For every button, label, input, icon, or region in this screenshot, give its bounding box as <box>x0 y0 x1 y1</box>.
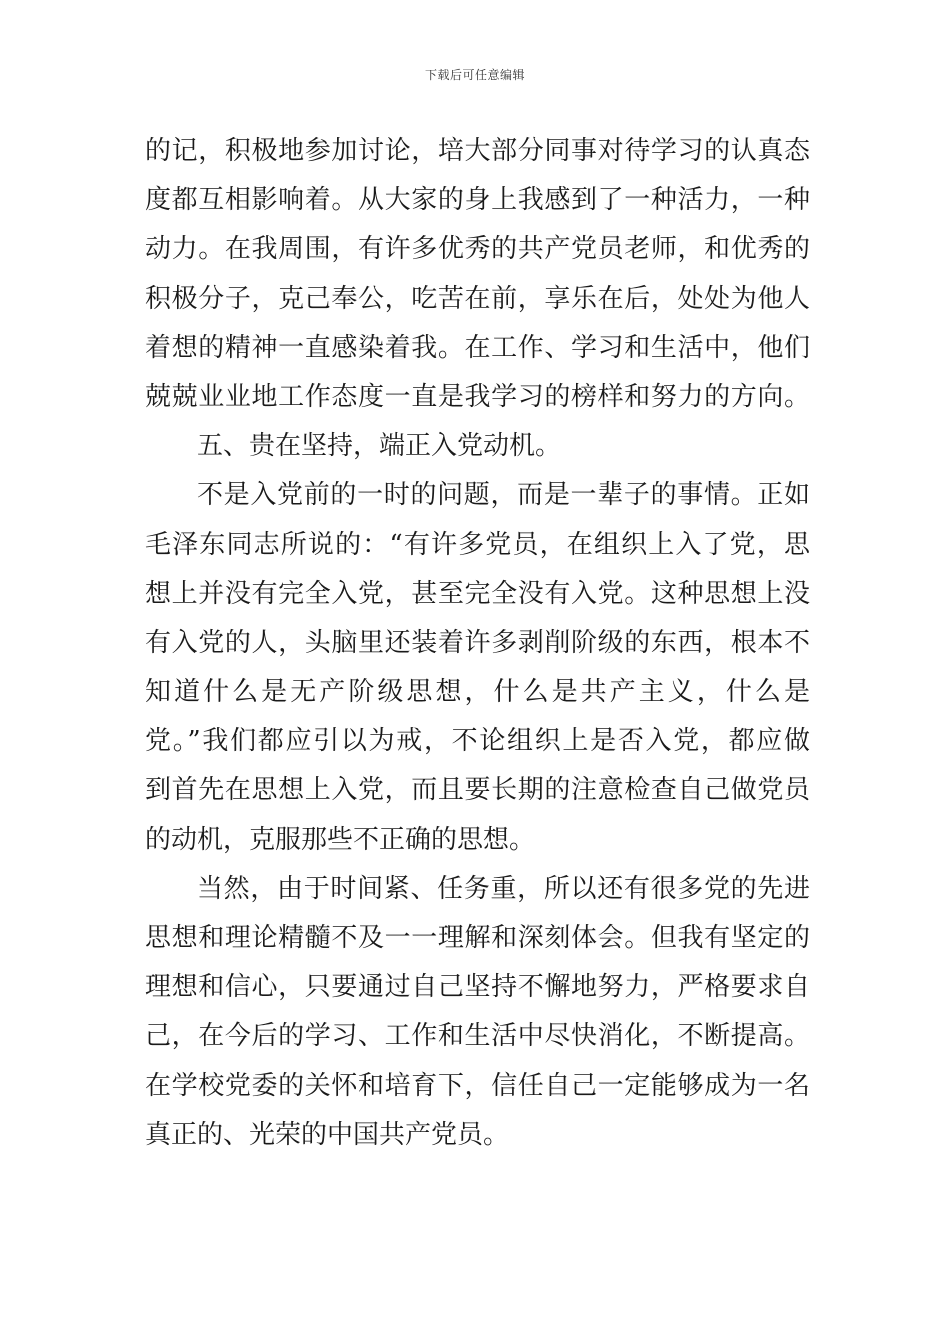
text-line: 动力。在我周围，有许多优秀的共产党员老师，和优秀的 <box>145 234 810 265</box>
text-line: 当然，由于时间紧、任务重，所以还有很多党的先进 <box>197 873 810 904</box>
text-line: 积极分子，克己奉公，吃苦在前，享乐在后，处处为他人 <box>145 283 810 314</box>
text-line: 想上并没有完全入党，甚至完全没有入党。这种思想上没 <box>145 578 810 609</box>
text-line: 真正的、光荣的中国共产党员。 <box>145 1119 510 1150</box>
text-line: 五、贵在坚持，端正入党动机。 <box>197 431 562 462</box>
text-line: 思想和理论精髓不及一一理解和深刻体会。但我有坚定的 <box>145 923 810 953</box>
text-line: 有入党的人，头脑里还装着许多剥削阶级的东西，根本不 <box>145 627 810 658</box>
text-line: 己，在今后的学习、工作和生活中尽快消化，不断提高。 <box>145 1021 810 1052</box>
text-line: 理想和信心，只要通过自己坚持不懈地努力，严格要求自 <box>145 972 810 1003</box>
text-line: 着想的精神一直感染着我。在工作、学习和生活中，他们 <box>145 332 810 363</box>
text-line: 的记，积极地参加讨论，培大部分同事对待学习的认真态 <box>145 136 810 166</box>
text-line: 到首先在思想上入党，而且要长期的注意检查自己做党员 <box>145 775 810 806</box>
text-line: 知道什么是无产阶级思想，什么是共产主义，什么是 <box>145 677 810 708</box>
text-line: 兢兢业业地工作态度一直是我学习的榜样和努力的方向。 <box>145 381 810 412</box>
text-line: 毛泽东同志所说的：“有许多党员，在组织上入了党，思 <box>145 529 810 560</box>
text-line: 党。”我们都应引以为戒，不论组织上是否入党，都应做 <box>145 726 810 757</box>
text-line: 不是入党前的一时的问题，而是一辈子的事情。正如 <box>197 480 810 511</box>
text-line: 度都互相影响着。从大家的身上我感到了一种活力，一种 <box>145 185 810 216</box>
text-line: 的动机，克服那些不正确的思想。 <box>145 824 536 855</box>
text-line: 在学校党委的关怀和培育下，信任自己一定能够成为一名 <box>145 1070 810 1101</box>
document-body <box>145 127 810 1160</box>
page-header: 下载后可任意编辑 <box>424 68 525 82</box>
